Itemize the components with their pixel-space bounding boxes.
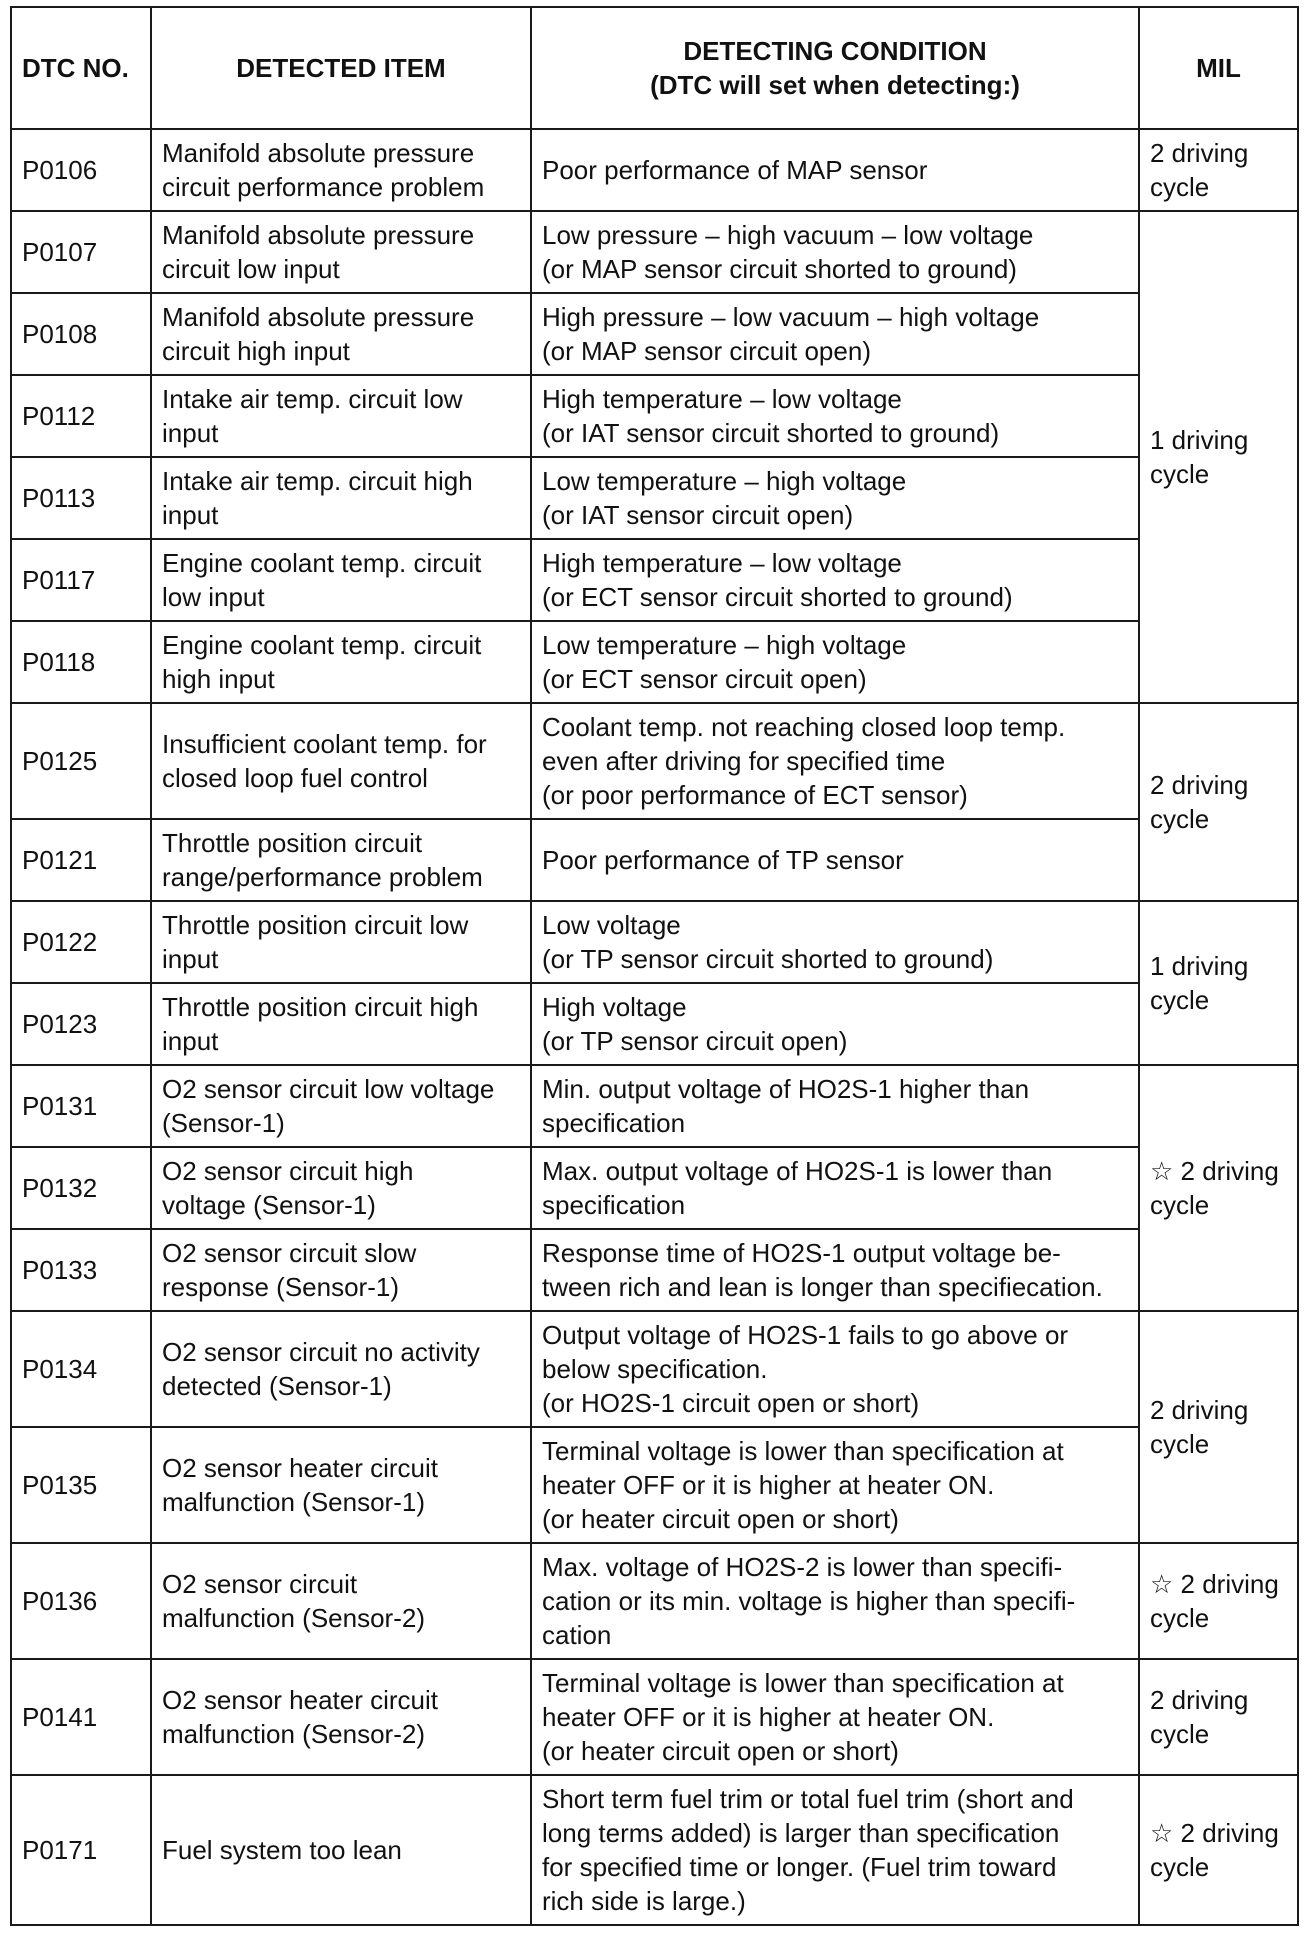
dtc-code: P0141 — [11, 1659, 151, 1775]
detecting-condition — [531, 901, 1139, 983]
detected-item — [151, 1065, 531, 1147]
detecting-condition-line: Terminal voltage is lower than specification at — [542, 1668, 1064, 1698]
detected-item-line: circuit low input — [162, 254, 340, 284]
detecting-condition — [531, 1229, 1139, 1311]
detecting-condition — [531, 1659, 1139, 1775]
detecting-condition-line: (or heater circuit open or short) — [542, 1504, 899, 1534]
detecting-condition-line: cation — [542, 1620, 612, 1650]
mil-cycle-line: ☆ 2 driving — [1150, 1156, 1279, 1186]
detected-item-line: voltage (Sensor-1) — [162, 1190, 376, 1220]
dtc-table — [10, 6, 1299, 1926]
detecting-condition-line: below specification. — [542, 1354, 768, 1384]
table-row — [11, 1427, 1298, 1543]
table-row — [11, 1659, 1298, 1775]
detecting-condition-line: for specified time or longer. (Fuel trim toward — [542, 1852, 1057, 1882]
dtc-code: P0117 — [11, 539, 151, 621]
detecting-condition-line: Max. output voltage of HO2S-1 is lower than — [542, 1156, 1053, 1186]
detected-item-line: malfunction (Sensor-2) — [162, 1603, 425, 1633]
header-condition-line: DETECTING CONDITION — [683, 36, 987, 66]
detected-item-line: O2 sensor heater circuit — [162, 1453, 439, 1483]
detected-item-line: response (Sensor-1) — [162, 1272, 399, 1302]
detecting-condition — [531, 819, 1139, 901]
detecting-condition-line: heater OFF or it is higher at heater ON. — [542, 1702, 995, 1732]
table-row — [11, 1543, 1298, 1659]
detected-item-line: Manifold absolute pressure — [162, 138, 475, 168]
detected-item-line: Insufficient coolant temp. for — [162, 729, 487, 759]
mil-cycle — [1139, 1775, 1298, 1925]
mil-cycle-line: cycle — [1150, 459, 1210, 489]
detecting-condition — [531, 983, 1139, 1065]
detected-item — [151, 983, 531, 1065]
mil-cycle — [1139, 1659, 1298, 1775]
detecting-condition-line: Min. output voltage of HO2S-1 higher than — [542, 1074, 1030, 1104]
detected-item-line: high input — [162, 664, 275, 694]
detecting-condition — [531, 1311, 1139, 1427]
mil-cycle-line: cycle — [1150, 1852, 1210, 1882]
detected-item-line: O2 sensor circuit high — [162, 1156, 414, 1186]
dtc-code: P0113 — [11, 457, 151, 539]
mil-cycle-line: 1 driving — [1150, 425, 1249, 455]
table-row — [11, 1147, 1298, 1229]
detecting-condition — [531, 1427, 1139, 1543]
detecting-condition-line: Low pressure – high vacuum – low voltage — [542, 220, 1034, 250]
mil-cycle-line: cycle — [1150, 985, 1210, 1015]
detected-item — [151, 1311, 531, 1427]
detected-item — [151, 293, 531, 375]
detecting-condition-line: Output voltage of HO2S-1 fails to go above or — [542, 1320, 1069, 1350]
dtc-code: P0131 — [11, 1065, 151, 1147]
mil-cycle — [1139, 703, 1298, 901]
table-row — [11, 539, 1298, 621]
detecting-condition — [531, 1775, 1139, 1925]
dtc-code: P0135 — [11, 1427, 151, 1543]
detected-item-line: malfunction (Sensor-1) — [162, 1487, 425, 1517]
detected-item — [151, 621, 531, 703]
table-row — [11, 983, 1298, 1065]
detected-item-line: input — [162, 418, 219, 448]
detected-item — [151, 1427, 531, 1543]
detecting-condition-line: tween rich and lean is longer than specifiecation. — [542, 1272, 1103, 1302]
table-row — [11, 621, 1298, 703]
mil-cycle-line: 2 driving — [1150, 1685, 1249, 1715]
detecting-condition-line: High pressure – low vacuum – high voltage — [542, 302, 1040, 332]
detected-item-line: O2 sensor circuit — [162, 1569, 358, 1599]
detected-item — [151, 1147, 531, 1229]
mil-cycle-line: cycle — [1150, 1429, 1210, 1459]
dtc-code: P0106 — [11, 129, 151, 211]
table-row — [11, 703, 1298, 819]
mil-cycle-line: ☆ 2 driving — [1150, 1818, 1279, 1848]
detected-item-line: O2 sensor circuit no activity — [162, 1337, 480, 1367]
dtc-code: P0118 — [11, 621, 151, 703]
dtc-table-wrapper — [10, 6, 1299, 1926]
detected-item-line: Intake air temp. circuit high — [162, 466, 473, 496]
detecting-condition-line: Max. voltage of HO2S-2 is lower than specifi- — [542, 1552, 1063, 1582]
detected-item-line: O2 sensor circuit slow — [162, 1238, 417, 1268]
detected-item-line: closed loop fuel control — [162, 763, 428, 793]
detecting-condition-line: Poor performance of MAP sensor — [542, 155, 928, 185]
mil-cycle — [1139, 1311, 1298, 1543]
detecting-condition-line: even after driving for specified time — [542, 746, 946, 776]
detected-item-line: O2 sensor heater circuit — [162, 1685, 439, 1715]
detected-item-line: Engine coolant temp. circuit — [162, 630, 482, 660]
detected-item-line: input — [162, 500, 219, 530]
dtc-code: P0112 — [11, 375, 151, 457]
detected-item — [151, 901, 531, 983]
table-row — [11, 1065, 1298, 1147]
detecting-condition-line: (or ECT sensor circuit open) — [542, 664, 867, 694]
table-row — [11, 1311, 1298, 1427]
detected-item-line: Throttle position circuit low — [162, 910, 469, 940]
detected-item-line: range/performance problem — [162, 862, 483, 892]
detected-item-line: detected (Sensor-1) — [162, 1371, 392, 1401]
mil-cycle — [1139, 129, 1298, 211]
mil-cycle-line: cycle — [1150, 1719, 1210, 1749]
detecting-condition — [531, 1065, 1139, 1147]
detected-item — [151, 1775, 531, 1925]
detected-item — [151, 129, 531, 211]
detecting-condition-line: (or TP sensor circuit open) — [542, 1026, 848, 1056]
detecting-condition-line: (or IAT sensor circuit shorted to ground) — [542, 418, 1000, 448]
detecting-condition-line: High temperature – low voltage — [542, 384, 902, 414]
detecting-condition-line: (or MAP sensor circuit open) — [542, 336, 871, 366]
detecting-condition-line: (or ECT sensor circuit shorted to ground) — [542, 582, 1013, 612]
detecting-condition-line: (or heater circuit open or short) — [542, 1736, 899, 1766]
mil-cycle-line: cycle — [1150, 804, 1210, 834]
mil-cycle-line: cycle — [1150, 172, 1210, 202]
detected-item-line: Throttle position circuit high — [162, 992, 479, 1022]
detecting-condition-line: Terminal voltage is lower than specification at — [542, 1436, 1064, 1466]
detected-item-line: input — [162, 944, 219, 974]
detecting-condition — [531, 1543, 1139, 1659]
detecting-condition-line: (or poor performance of ECT sensor) — [542, 780, 968, 810]
detecting-condition-line: Response time of HO2S-1 output voltage be- — [542, 1238, 1061, 1268]
table-row — [11, 819, 1298, 901]
detected-item — [151, 211, 531, 293]
detecting-condition-line: (or IAT sensor circuit open) — [542, 500, 854, 530]
detected-item — [151, 1659, 531, 1775]
detecting-condition — [531, 293, 1139, 375]
detected-item-line: Engine coolant temp. circuit — [162, 548, 482, 578]
dtc-code: P0125 — [11, 703, 151, 819]
detecting-condition-line: cation or its min. voltage is higher than specifi- — [542, 1586, 1076, 1616]
mil-cycle-line: 2 driving — [1150, 1395, 1249, 1425]
dtc-code: P0171 — [11, 1775, 151, 1925]
detected-item-line: Manifold absolute pressure — [162, 220, 475, 250]
detecting-condition-line: Low temperature – high voltage — [542, 630, 907, 660]
dtc-code: P0136 — [11, 1543, 151, 1659]
mil-cycle-line: 2 driving — [1150, 770, 1249, 800]
detected-item — [151, 819, 531, 901]
mil-cycle-line: ☆ 2 driving — [1150, 1569, 1279, 1599]
detected-item-line: O2 sensor circuit low voltage — [162, 1074, 495, 1104]
detecting-condition — [531, 539, 1139, 621]
header-mil: MIL — [1139, 7, 1298, 129]
detecting-condition — [531, 129, 1139, 211]
detecting-condition-line: long terms added) is larger than specification — [542, 1818, 1060, 1848]
detecting-condition — [531, 375, 1139, 457]
detecting-condition — [531, 211, 1139, 293]
mil-cycle-line: cycle — [1150, 1603, 1210, 1633]
detecting-condition-line: specification — [542, 1190, 686, 1220]
table-row — [11, 129, 1298, 211]
detected-item — [151, 1543, 531, 1659]
header-row — [11, 7, 1298, 129]
detecting-condition — [531, 457, 1139, 539]
dtc-code: P0108 — [11, 293, 151, 375]
detected-item — [151, 457, 531, 539]
detected-item-line: low input — [162, 582, 265, 612]
mil-cycle — [1139, 901, 1298, 1065]
dtc-code: P0122 — [11, 901, 151, 983]
header-detected-item: DETECTED ITEM — [151, 7, 531, 129]
mil-cycle — [1139, 211, 1298, 703]
dtc-code: P0107 — [11, 211, 151, 293]
dtc-code: P0134 — [11, 1311, 151, 1427]
mil-cycle-line: 1 driving — [1150, 951, 1249, 981]
detected-item-line: Intake air temp. circuit low — [162, 384, 463, 414]
detecting-condition — [531, 703, 1139, 819]
detected-item — [151, 1229, 531, 1311]
mil-cycle — [1139, 1065, 1298, 1311]
detecting-condition-line: heater OFF or it is higher at heater ON. — [542, 1470, 995, 1500]
detecting-condition-line: (or HO2S-1 circuit open or short) — [542, 1388, 920, 1418]
mil-cycle — [1139, 1543, 1298, 1659]
table-row — [11, 457, 1298, 539]
dtc-table-body — [11, 129, 1298, 1925]
detecting-condition-line: (or MAP sensor circuit shorted to ground) — [542, 254, 1017, 284]
detected-item — [151, 703, 531, 819]
detecting-condition-line: rich side is large.) — [542, 1886, 746, 1916]
detected-item-line: circuit performance problem — [162, 172, 485, 202]
detected-item-line: Fuel system too lean — [162, 1835, 402, 1865]
detected-item — [151, 375, 531, 457]
table-row — [11, 293, 1298, 375]
mil-cycle-line: cycle — [1150, 1190, 1210, 1220]
table-row — [11, 211, 1298, 293]
detecting-condition-line: Low voltage — [542, 910, 681, 940]
detecting-condition-line: Short term fuel trim or total fuel trim (short and — [542, 1784, 1074, 1814]
detecting-condition-line: Low temperature – high voltage — [542, 466, 907, 496]
header-dtc-no: DTC NO. — [11, 7, 151, 129]
detected-item-line: malfunction (Sensor-2) — [162, 1719, 425, 1749]
mil-cycle-line: 2 driving — [1150, 138, 1249, 168]
detected-item — [151, 539, 531, 621]
detected-item-line: circuit high input — [162, 336, 350, 366]
detected-item-line: Throttle position circuit — [162, 828, 423, 858]
table-row — [11, 375, 1298, 457]
dtc-code: P0121 — [11, 819, 151, 901]
detecting-condition-line: Poor performance of TP sensor — [542, 845, 904, 875]
table-row — [11, 1229, 1298, 1311]
detecting-condition-line: (or TP sensor circuit shorted to ground) — [542, 944, 994, 974]
detecting-condition-line: specification — [542, 1108, 686, 1138]
table-row — [11, 1775, 1298, 1925]
detecting-condition-line: Coolant temp. not reaching closed loop temp. — [542, 712, 1066, 742]
dtc-code: P0123 — [11, 983, 151, 1065]
detected-item-line: (Sensor-1) — [162, 1108, 285, 1138]
header-condition-subline: (DTC will set when detecting:) — [650, 70, 1020, 100]
header-detecting-condition — [531, 7, 1139, 129]
detected-item-line: Manifold absolute pressure — [162, 302, 475, 332]
detecting-condition — [531, 621, 1139, 703]
detecting-condition-line: High temperature – low voltage — [542, 548, 902, 578]
detecting-condition-line: High voltage — [542, 992, 687, 1022]
dtc-code: P0133 — [11, 1229, 151, 1311]
dtc-code: P0132 — [11, 1147, 151, 1229]
table-row — [11, 901, 1298, 983]
detecting-condition — [531, 1147, 1139, 1229]
detected-item-line: input — [162, 1026, 219, 1056]
